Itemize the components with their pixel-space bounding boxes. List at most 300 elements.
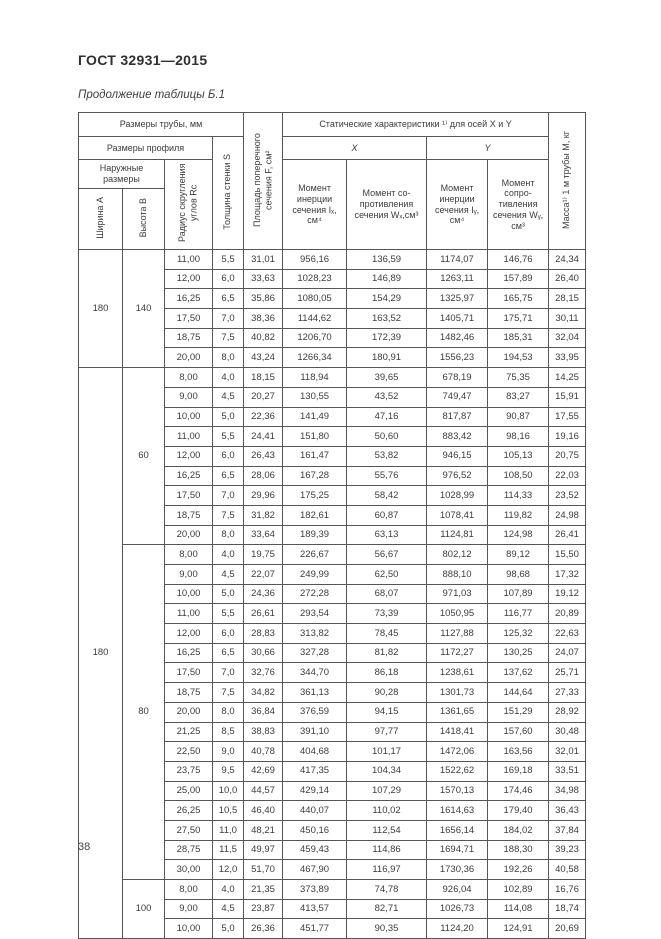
cell-value: 17,50 — [165, 486, 213, 506]
cell-value: 37,84 — [549, 820, 586, 840]
cell-value: 43,24 — [244, 348, 283, 368]
cell-value: 39,23 — [549, 840, 586, 860]
cell-value: 18,15 — [244, 368, 283, 388]
cell-value: 11,5 — [213, 840, 244, 860]
cell-value: 413,57 — [283, 899, 347, 919]
cell-value: 1206,70 — [283, 328, 347, 348]
cell-value: 1124,81 — [427, 525, 488, 545]
cell-value: 8,00 — [165, 368, 213, 388]
cell-value: 32,04 — [549, 328, 586, 348]
cell-value: 8,0 — [213, 525, 244, 545]
cell-value: 6,5 — [213, 466, 244, 486]
cell-value: 68,07 — [347, 584, 427, 604]
col-mass-label: Масса¹⁾ 1 м трубы M, кг — [561, 130, 572, 229]
table-header — [79, 113, 586, 250]
cell-value: 1026,73 — [427, 899, 488, 919]
cell-value: 11,00 — [165, 427, 213, 447]
cell-value: 4,5 — [213, 387, 244, 407]
cell-value: 179,40 — [488, 801, 549, 821]
cell-value: 8,5 — [213, 722, 244, 742]
cell-value: 20,89 — [549, 604, 586, 624]
cell-value: 4,5 — [213, 565, 244, 585]
cell-value: 1472,06 — [427, 742, 488, 762]
cell-value: 119,82 — [488, 505, 549, 525]
header-axis-x: X — [283, 137, 427, 160]
cell-value: 81,82 — [347, 643, 427, 663]
cell-value: 174,46 — [488, 781, 549, 801]
cell-value: 75,35 — [488, 368, 549, 388]
cell-value: 21,35 — [244, 880, 283, 900]
cell-height-b: 60 — [123, 368, 165, 545]
cell-value: 51,70 — [244, 860, 283, 880]
cell-value: 49,97 — [244, 840, 283, 860]
cell-value: 105,13 — [488, 446, 549, 466]
col-width-label: Ширина A — [94, 196, 105, 239]
cell-value: 30,11 — [549, 309, 586, 329]
cell-value: 17,32 — [549, 565, 586, 585]
cell-value: 172,39 — [347, 328, 427, 348]
cell-value: 8,0 — [213, 348, 244, 368]
cell-value: 344,70 — [283, 663, 347, 683]
cell-value: 53,82 — [347, 446, 427, 466]
cell-value: 249,99 — [283, 565, 347, 585]
cell-value: 32,76 — [244, 663, 283, 683]
cell-value: 1263,11 — [427, 269, 488, 289]
table-row — [79, 880, 586, 900]
cell-value: 459,43 — [283, 840, 347, 860]
cell-value: 33,64 — [244, 525, 283, 545]
cell-height-b: 80 — [123, 545, 165, 880]
cell-value: 11,0 — [213, 820, 244, 840]
cell-value: 749,47 — [427, 387, 488, 407]
cell-value: 17,50 — [165, 663, 213, 683]
cell-value: 24,98 — [549, 505, 586, 525]
cell-value: 272,28 — [283, 584, 347, 604]
cell-value: 1482,46 — [427, 328, 488, 348]
cell-value: 194,53 — [488, 348, 549, 368]
cell-value: 144,64 — [488, 683, 549, 703]
cell-value: 23,75 — [165, 761, 213, 781]
cell-width-a: 180 — [79, 368, 123, 939]
cell-value: 107,89 — [488, 584, 549, 604]
cell-value: 9,00 — [165, 387, 213, 407]
cell-value: 27,33 — [549, 683, 586, 703]
cell-value: 175,25 — [283, 486, 347, 506]
cell-value: 24,07 — [549, 643, 586, 663]
cell-value: 27,50 — [165, 820, 213, 840]
cell-value: 10,00 — [165, 584, 213, 604]
cell-value: 404,68 — [283, 742, 347, 762]
cell-value: 20,27 — [244, 387, 283, 407]
cell-value: 108,50 — [488, 466, 549, 486]
cell-value: 30,48 — [549, 722, 586, 742]
data-table-container — [78, 112, 586, 939]
cell-value: 38,36 — [244, 309, 283, 329]
cell-value: 110,02 — [347, 801, 427, 821]
cell-value: 5,5 — [213, 250, 244, 270]
cell-value: 189,39 — [283, 525, 347, 545]
cell-value: 146,89 — [347, 269, 427, 289]
cell-value: 5,0 — [213, 919, 244, 939]
cell-value: 19,16 — [549, 427, 586, 447]
cell-value: 1405,71 — [427, 309, 488, 329]
cell-value: 50,60 — [347, 427, 427, 447]
cell-value: 124,91 — [488, 919, 549, 939]
cell-value: 102,89 — [488, 880, 549, 900]
cell-value: 18,75 — [165, 328, 213, 348]
col-height-label: Высота B — [137, 197, 148, 238]
cell-value: 8,0 — [213, 702, 244, 722]
cell-value: 9,0 — [213, 742, 244, 762]
cell-value: 976,52 — [427, 466, 488, 486]
cell-value: 114,08 — [488, 899, 549, 919]
cell-value: 1522,62 — [427, 761, 488, 781]
cell-value: 1172,27 — [427, 643, 488, 663]
cell-value: 21,25 — [165, 722, 213, 742]
cell-value: 226,67 — [283, 545, 347, 565]
cell-value: 94,15 — [347, 702, 427, 722]
cell-value: 22,03 — [549, 466, 586, 486]
cell-value: 10,5 — [213, 801, 244, 821]
cell-value: 16,76 — [549, 880, 586, 900]
cell-value: 28,06 — [244, 466, 283, 486]
table-caption: Продолжение таблицы Б.1 — [78, 89, 225, 101]
cell-value: 7,0 — [213, 663, 244, 683]
cell-value: 391,10 — [283, 722, 347, 742]
cell-height-b: 100 — [123, 880, 165, 939]
cell-value: 30,66 — [244, 643, 283, 663]
cell-value: 17,55 — [549, 407, 586, 427]
cell-value: 1301,73 — [427, 683, 488, 703]
cell-value: 926,04 — [427, 880, 488, 900]
header-row-3 — [79, 160, 586, 189]
cell-value: 31,01 — [244, 250, 283, 270]
cell-value: 12,0 — [213, 860, 244, 880]
cell-value: 56,67 — [347, 545, 427, 565]
cell-value: 24,34 — [549, 250, 586, 270]
cell-value: 38,83 — [244, 722, 283, 742]
cell-value: 116,77 — [488, 604, 549, 624]
cell-value: 5,0 — [213, 407, 244, 427]
cell-value: 90,28 — [347, 683, 427, 703]
cell-value: 1238,61 — [427, 663, 488, 683]
header-static-group: Статические характеристики ¹⁾ для осей X и Y — [283, 113, 549, 137]
cell-value: 58,42 — [347, 486, 427, 506]
cell-value: 19,12 — [549, 584, 586, 604]
cell-value: 6,5 — [213, 643, 244, 663]
header-col-iy: Момент инерции сечения Iᵧ, см⁴ — [427, 160, 488, 250]
cell-value: 89,12 — [488, 545, 549, 565]
cell-value: 451,77 — [283, 919, 347, 939]
cell-value: 22,50 — [165, 742, 213, 762]
header-col-ix: Момент инерции сечения Iₓ, см⁴ — [283, 160, 347, 250]
cell-value: 8,00 — [165, 880, 213, 900]
cell-value: 141,49 — [283, 407, 347, 427]
cell-value: 1325,97 — [427, 289, 488, 309]
cell-value: 116,97 — [347, 860, 427, 880]
cell-value: 28,92 — [549, 702, 586, 722]
cell-value: 450,16 — [283, 820, 347, 840]
cell-value: 1614,63 — [427, 801, 488, 821]
cell-value: 44,57 — [244, 781, 283, 801]
cell-value: 48,21 — [244, 820, 283, 840]
data-table — [78, 112, 586, 939]
cell-value: 169,18 — [488, 761, 549, 781]
cell-value: 4,0 — [213, 880, 244, 900]
cell-value: 24,41 — [244, 427, 283, 447]
cell-value: 4,5 — [213, 899, 244, 919]
cell-value: 40,58 — [549, 860, 586, 880]
cell-value: 185,31 — [488, 328, 549, 348]
cell-value: 188,30 — [488, 840, 549, 860]
cell-value: 6,0 — [213, 624, 244, 644]
cell-value: 86,18 — [347, 663, 427, 683]
cell-value: 36,84 — [244, 702, 283, 722]
cell-value: 40,78 — [244, 742, 283, 762]
cell-value: 7,5 — [213, 328, 244, 348]
cell-value: 161,47 — [283, 446, 347, 466]
cell-value: 24,36 — [244, 584, 283, 604]
cell-value: 26,43 — [244, 446, 283, 466]
cell-value: 20,00 — [165, 702, 213, 722]
cell-value: 62,50 — [347, 565, 427, 585]
cell-value: 1080,05 — [283, 289, 347, 309]
table-row — [79, 368, 586, 388]
cell-value: 167,28 — [283, 466, 347, 486]
cell-value: 130,25 — [488, 643, 549, 663]
cell-value: 327,28 — [283, 643, 347, 663]
cell-value: 151,80 — [283, 427, 347, 447]
cell-value: 817,87 — [427, 407, 488, 427]
cell-value: 22,36 — [244, 407, 283, 427]
cell-value: 157,89 — [488, 269, 549, 289]
cell-value: 26,41 — [549, 525, 586, 545]
cell-value: 28,75 — [165, 840, 213, 860]
cell-value: 7,0 — [213, 486, 244, 506]
cell-value: 90,35 — [347, 919, 427, 939]
cell-value: 1174,07 — [427, 250, 488, 270]
cell-value: 4,0 — [213, 545, 244, 565]
cell-value: 101,17 — [347, 742, 427, 762]
cell-value: 1127,88 — [427, 624, 488, 644]
cell-value: 31,82 — [244, 505, 283, 525]
cell-value: 163,52 — [347, 309, 427, 329]
cell-value: 82,71 — [347, 899, 427, 919]
cell-value: 9,5 — [213, 761, 244, 781]
page-number: 38 — [78, 841, 91, 853]
cell-value: 154,29 — [347, 289, 427, 309]
cell-value: 429,14 — [283, 781, 347, 801]
cell-value: 22,07 — [244, 565, 283, 585]
cell-value: 46,40 — [244, 801, 283, 821]
cell-value: 7,5 — [213, 505, 244, 525]
cell-value: 104,34 — [347, 761, 427, 781]
table-body — [79, 250, 586, 939]
cell-value: 137,62 — [488, 663, 549, 683]
cell-value: 10,00 — [165, 919, 213, 939]
cell-value: 6,0 — [213, 269, 244, 289]
cell-value: 10,00 — [165, 407, 213, 427]
cell-value: 6,0 — [213, 446, 244, 466]
cell-value: 55,76 — [347, 466, 427, 486]
cell-value: 15,91 — [549, 387, 586, 407]
cell-value: 14,25 — [549, 368, 586, 388]
cell-value: 157,60 — [488, 722, 549, 742]
cell-value: 16,25 — [165, 289, 213, 309]
header-col-area — [244, 113, 283, 250]
cell-value: 883,42 — [427, 427, 488, 447]
cell-value: 78,45 — [347, 624, 427, 644]
cell-value: 23,52 — [549, 486, 586, 506]
cell-value: 9,00 — [165, 565, 213, 585]
cell-value: 26,25 — [165, 801, 213, 821]
cell-value: 1144,62 — [283, 309, 347, 329]
cell-value: 112,54 — [347, 820, 427, 840]
cell-value: 22,63 — [549, 624, 586, 644]
cell-value: 4,0 — [213, 368, 244, 388]
header-profile-group: Размеры профиля — [79, 137, 213, 160]
cell-value: 7,5 — [213, 683, 244, 703]
cell-width-a: 180 — [79, 250, 123, 368]
cell-value: 10,0 — [213, 781, 244, 801]
cell-value: 19,75 — [244, 545, 283, 565]
cell-value: 63,13 — [347, 525, 427, 545]
cell-value: 361,13 — [283, 683, 347, 703]
cell-value: 1570,13 — [427, 781, 488, 801]
cell-value: 1656,14 — [427, 820, 488, 840]
cell-value: 20,75 — [549, 446, 586, 466]
cell-value: 1124,20 — [427, 919, 488, 939]
header-col-wall — [213, 137, 244, 250]
cell-value: 42,69 — [244, 761, 283, 781]
header-col-wy: Момент сопротивления сечения Wᵧ, см³ — [488, 160, 549, 250]
cell-value: 25,71 — [549, 663, 586, 683]
cell-value: 1730,36 — [427, 860, 488, 880]
cell-value: 1694,71 — [427, 840, 488, 860]
col-area-label: Площадь поперечного сечения F, см² — [251, 132, 274, 227]
cell-value: 125,32 — [488, 624, 549, 644]
cell-value: 30,00 — [165, 860, 213, 880]
header-outer-group: Наружные размеры — [79, 160, 165, 189]
cell-value: 18,75 — [165, 683, 213, 703]
cell-value: 29,96 — [244, 486, 283, 506]
cell-value: 47,16 — [347, 407, 427, 427]
header-col-radius — [165, 160, 213, 250]
cell-value: 9,00 — [165, 899, 213, 919]
cell-value: 373,89 — [283, 880, 347, 900]
cell-value: 16,25 — [165, 643, 213, 663]
cell-value: 163,56 — [488, 742, 549, 762]
cell-value: 11,00 — [165, 604, 213, 624]
cell-value: 15,50 — [549, 545, 586, 565]
cell-value: 1050,95 — [427, 604, 488, 624]
cell-value: 376,59 — [283, 702, 347, 722]
cell-value: 98,16 — [488, 427, 549, 447]
cell-value: 1418,41 — [427, 722, 488, 742]
cell-value: 440,07 — [283, 801, 347, 821]
cell-value: 36,43 — [549, 801, 586, 821]
cell-value: 5,0 — [213, 584, 244, 604]
cell-height-b: 140 — [123, 250, 165, 368]
cell-value: 26,36 — [244, 919, 283, 939]
cell-value: 175,71 — [488, 309, 549, 329]
cell-value: 6,5 — [213, 289, 244, 309]
cell-value: 33,63 — [244, 269, 283, 289]
col-wall-label: Толщина стенки S — [222, 153, 233, 230]
cell-value: 5,5 — [213, 427, 244, 447]
cell-value: 17,50 — [165, 309, 213, 329]
cell-value: 124,98 — [488, 525, 549, 545]
cell-value: 114,86 — [347, 840, 427, 860]
cell-value: 1361,65 — [427, 702, 488, 722]
cell-value: 467,90 — [283, 860, 347, 880]
header-dims-group: Размеры трубы, мм — [79, 113, 244, 137]
cell-value: 18,75 — [165, 505, 213, 525]
cell-value: 35,86 — [244, 289, 283, 309]
cell-value: 26,40 — [549, 269, 586, 289]
cell-value: 33,51 — [549, 761, 586, 781]
cell-value: 8,00 — [165, 545, 213, 565]
cell-value: 74,78 — [347, 880, 427, 900]
cell-value: 26,61 — [244, 604, 283, 624]
cell-value: 182,61 — [283, 505, 347, 525]
cell-value: 16,25 — [165, 466, 213, 486]
cell-value: 313,82 — [283, 624, 347, 644]
cell-value: 20,00 — [165, 348, 213, 368]
cell-value: 888,10 — [427, 565, 488, 585]
cell-value: 130,55 — [283, 387, 347, 407]
cell-value: 1556,23 — [427, 348, 488, 368]
header-row-1 — [79, 113, 586, 137]
table-row — [79, 250, 586, 270]
header-axis-y: Y — [427, 137, 549, 160]
cell-value: 678,19 — [427, 368, 488, 388]
cell-value: 192,26 — [488, 860, 549, 880]
cell-value: 1078,41 — [427, 505, 488, 525]
cell-value: 956,16 — [283, 250, 347, 270]
cell-value: 146,76 — [488, 250, 549, 270]
header-col-wx: Момент сопротивления сечения Wₓ,см³ — [347, 160, 427, 250]
cell-value: 184,02 — [488, 820, 549, 840]
cell-value: 293,54 — [283, 604, 347, 624]
cell-value: 43,52 — [347, 387, 427, 407]
cell-value: 5,5 — [213, 604, 244, 624]
cell-value: 18,74 — [549, 899, 586, 919]
cell-value: 34,82 — [244, 683, 283, 703]
header-col-height — [123, 189, 165, 250]
cell-value: 90,87 — [488, 407, 549, 427]
col-radius-label: Радиус скругления углов Rс — [177, 163, 199, 243]
cell-value: 165,75 — [488, 289, 549, 309]
cell-value: 1028,23 — [283, 269, 347, 289]
cell-value: 12,00 — [165, 624, 213, 644]
cell-value: 25,00 — [165, 781, 213, 801]
table-row — [79, 545, 586, 565]
cell-value: 107,29 — [347, 781, 427, 801]
header-row-2 — [79, 137, 586, 160]
cell-value: 12,00 — [165, 269, 213, 289]
cell-value: 946,15 — [427, 446, 488, 466]
cell-value: 28,83 — [244, 624, 283, 644]
cell-value: 83,27 — [488, 387, 549, 407]
cell-value: 23,87 — [244, 899, 283, 919]
cell-value: 32,01 — [549, 742, 586, 762]
cell-value: 136,59 — [347, 250, 427, 270]
cell-value: 7,0 — [213, 309, 244, 329]
cell-value: 20,69 — [549, 919, 586, 939]
cell-value: 40,82 — [244, 328, 283, 348]
cell-value: 114,33 — [488, 486, 549, 506]
